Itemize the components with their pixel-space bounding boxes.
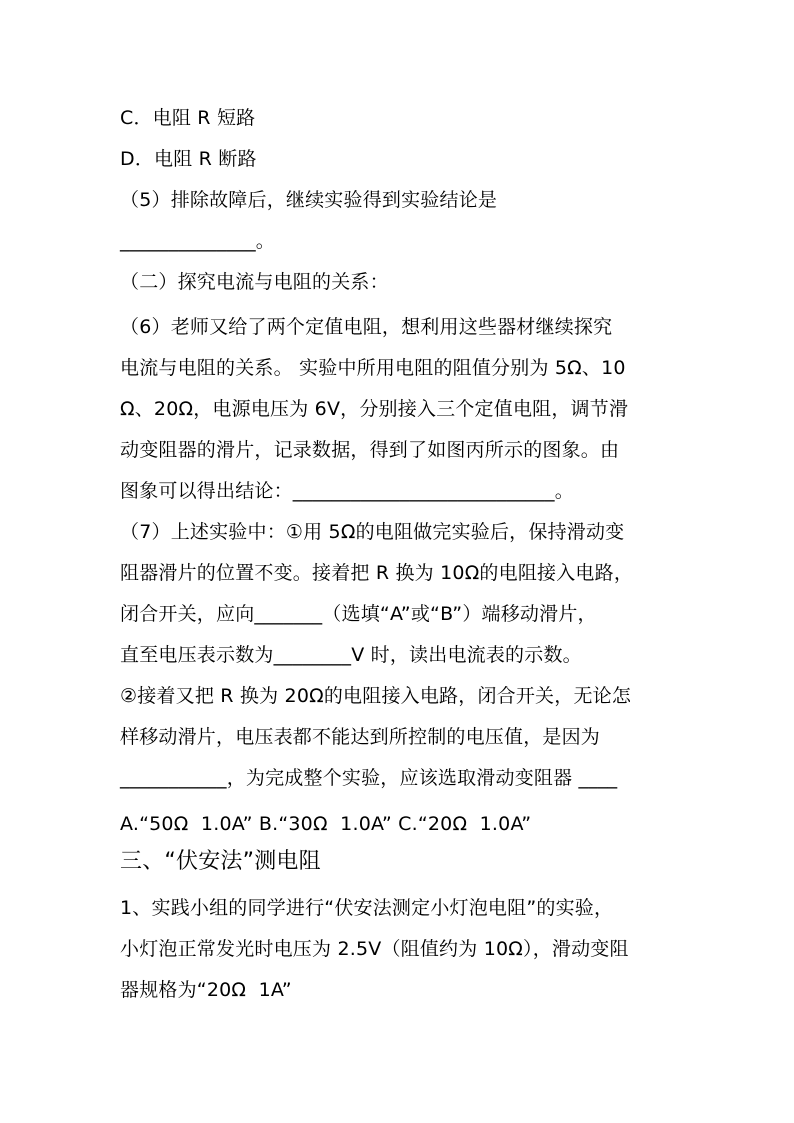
- question-5-blank: ______________。: [120, 230, 276, 252]
- question-6-line-5: 图象可以得出结论：___________________________。: [120, 480, 574, 502]
- section-2-heading: （二）探究电流与电阻的关系：: [120, 271, 389, 293]
- question-5: （5）排除故障后，继续实验得到实验结论是: [120, 189, 498, 211]
- option-d: D．电阻 R 断路: [120, 148, 257, 170]
- question-6-line-3: Ω、20Ω，电源电压为 6V，分别接入三个定值电阻，调节滑: [120, 398, 629, 420]
- problem-1-line-3: 器规格为“20Ω 1A”: [120, 979, 292, 1001]
- question-7-line-4: 直至电压表示数为________V 时，读出电流表的示数。: [120, 644, 582, 666]
- question-7-line-2: 阻器滑片的位置不变。接着把 R 换为 10Ω的电阻接入电路，: [120, 562, 634, 584]
- answer-options: A.“50Ω 1.0A” B.“30Ω 1.0A” C.“20Ω 1.0A”: [120, 813, 532, 835]
- question-7-line-1: （7）上述实验中：①用 5Ω的电阻做完实验后，保持滑动变: [120, 521, 625, 543]
- option-c: C．电阻 R 短路: [120, 107, 256, 129]
- section-3-heading: 三、“伏安法”测电阻: [120, 849, 321, 874]
- question-6-line-1: （6）老师又给了两个定值电阻，想利用这些器材继续探究: [120, 316, 613, 338]
- question-6-line-4: 动变阻器的滑片，记录数据，得到了如图丙所示的图象。由: [120, 439, 620, 461]
- problem-1-line-2: 小灯泡正常发光时电压为 2.5V（阻值约为 10Ω），滑动变阻: [120, 938, 629, 960]
- question-7-part-2-line-3: ___________，为完成整个实验，应该选取滑动变阻器 ____: [120, 767, 618, 789]
- question-7-line-3: 闭合开关，应向_______（选填“A”或“B”）端移动滑片，: [120, 603, 597, 625]
- question-7-part-2-line-2: 样移动滑片，电压表都不能达到所控制的电压值，是因为: [120, 726, 601, 748]
- question-7-part-2-line-1: ②接着又把 R 换为 20Ω的电阻接入电路，闭合开关，无论怎: [120, 685, 632, 707]
- question-6-line-2: 电流与电阻的关系。 实验中所用电阻的阻值分别为 5Ω、10: [120, 357, 626, 379]
- problem-1-line-1: 1、实践小组的同学进行“伏安法测定小灯泡电阻”的实验，: [120, 897, 614, 919]
